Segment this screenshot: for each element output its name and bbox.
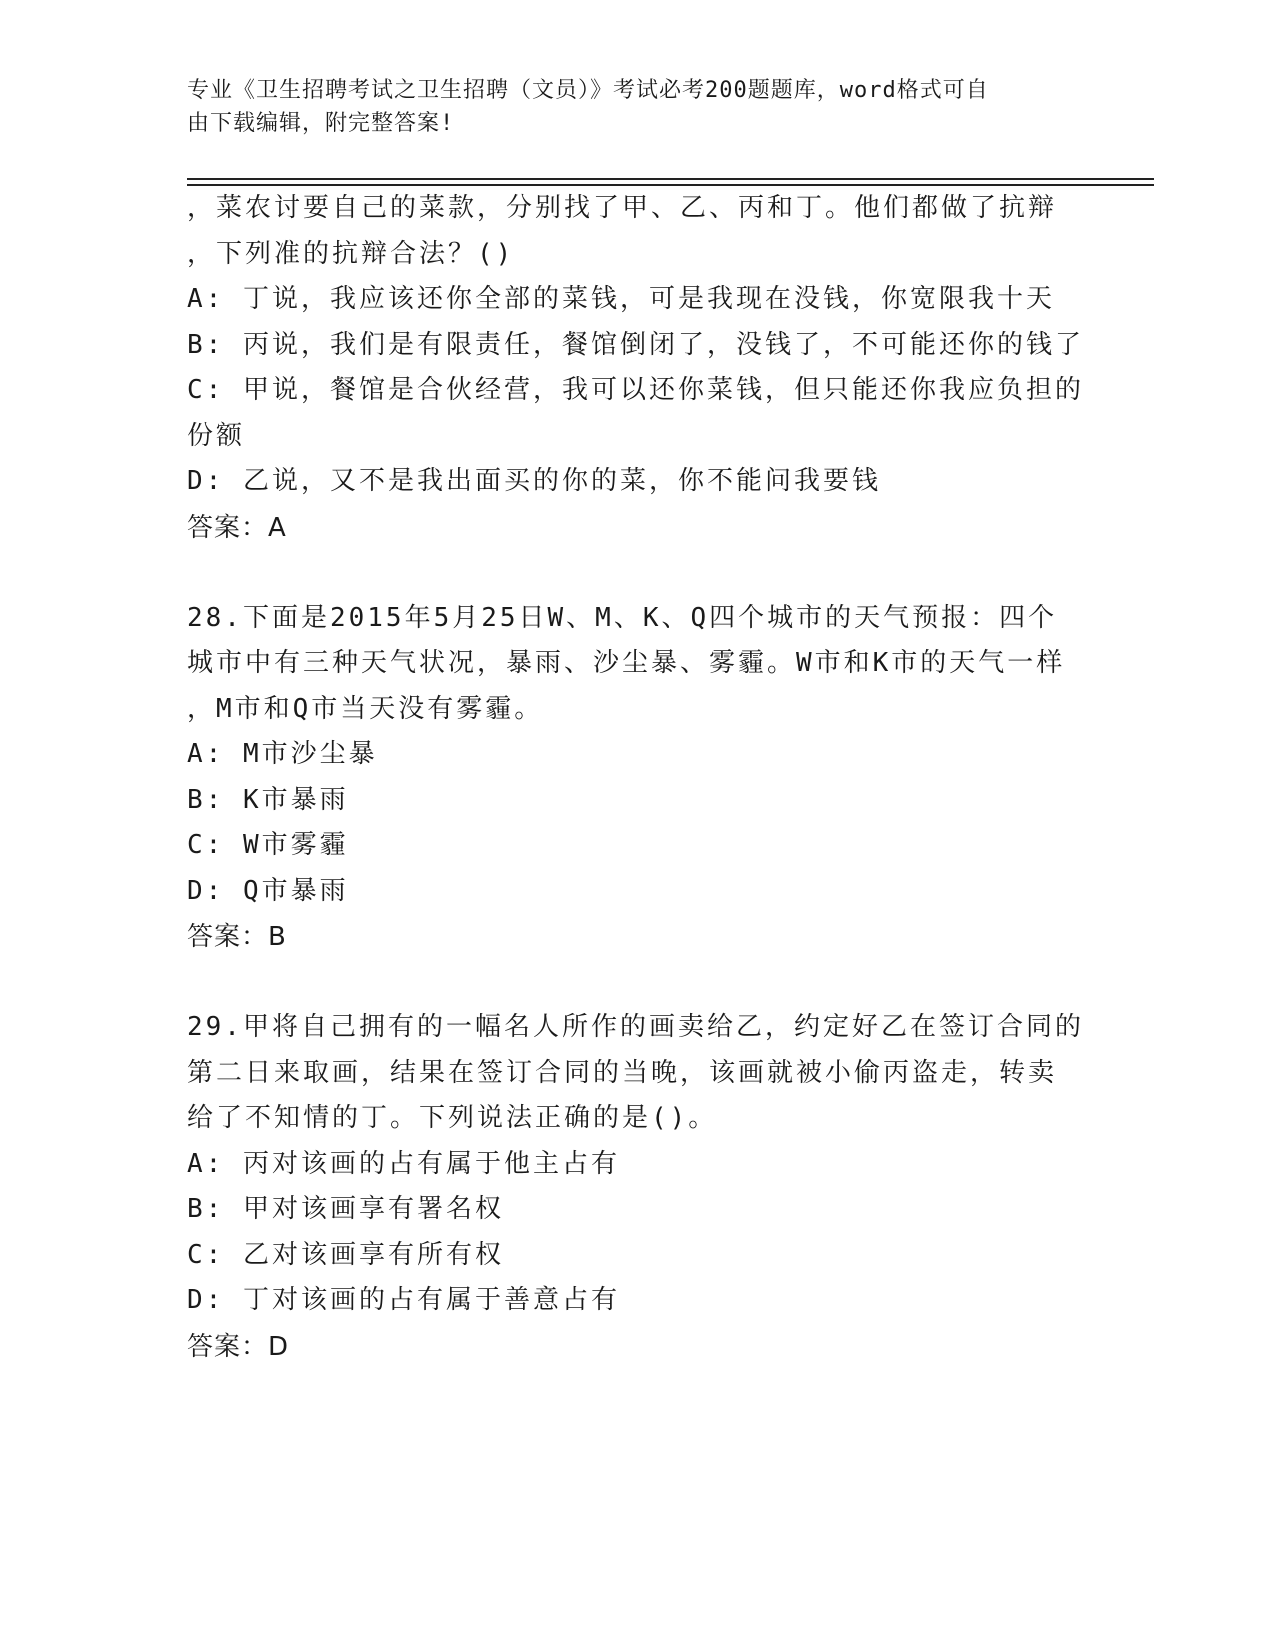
- option-a: A: M市沙尘暴: [187, 739, 378, 769]
- option-c: C: 乙对该画享有所有权: [187, 1239, 504, 1270]
- option-c-continued: 份额: [187, 420, 246, 451]
- option-a: A: 丙对该画的占有属于他主占有: [187, 1148, 620, 1179]
- question-spacer: [187, 960, 1087, 1005]
- question-stem-line: ，菜农讨要自己的菜款，分别找了甲、乙、丙和丁。他们都做了抗辩: [187, 193, 1058, 223]
- question-spacer: [187, 551, 1087, 596]
- question-stem-line: ，M市和Q市当天没有雾霾。: [187, 693, 544, 724]
- option-d: D: 乙说，又不是我出面买的你的菜，你不能问我要钱: [187, 466, 881, 496]
- header-line-1: 专业《卫生招聘考试之卫生招聘（文员）》考试必考200题题库，word格式可自: [187, 78, 989, 103]
- document-body: [187, 186, 1087, 1370]
- answer-label: 答案：B: [187, 922, 287, 952]
- answer-label: 答案：A: [187, 512, 287, 543]
- question-stem-line: 第二日来取画，结果在签订合同的当晚，该画就被小偷丙盗走，转卖: [187, 1057, 1058, 1088]
- question-28: [187, 596, 1087, 961]
- option-c: C: 甲说，餐馆是合伙经营，我可以还你菜钱，但只能还你我应负担的: [187, 375, 1084, 405]
- option-a: A: 丁说，我应该还你全部的菜钱，可是我现在没钱，你宽限我十天: [187, 284, 1055, 314]
- option-b: B: 丙说，我们是有限责任，餐馆倒闭了，没钱了，不可能还你的钱了: [187, 329, 1084, 360]
- header-line-2: 由下载编辑，附完整答案!: [187, 111, 455, 136]
- question-stem-line: 给了不知情的丁。下列说法正确的是()。: [187, 1103, 718, 1133]
- option-b: B: 甲对该画享有署名权: [187, 1194, 504, 1224]
- question-stem-line: ，下列准的抗辩合法？(): [187, 238, 515, 269]
- question-stem-line: 城市中有三种天气状况，暴雨、沙尘暴、雾霾。W市和K市的天气一样: [187, 648, 1066, 678]
- question-27: [187, 186, 1087, 551]
- question-29: [187, 1005, 1087, 1370]
- question-stem-line: 28.下面是2015年5月25日W、M、K、Q四个城市的天气预报：四个: [187, 602, 1058, 633]
- option-c: C: W市雾霾: [187, 830, 349, 860]
- document-header: [187, 74, 1087, 140]
- option-b: B: K市暴雨: [187, 784, 349, 815]
- option-d: D: 丁对该画的占有属于善意占有: [187, 1285, 620, 1315]
- header-rule-top: [187, 178, 1154, 180]
- option-d: D: Q市暴雨: [187, 875, 349, 906]
- question-stem-line: 29.甲将自己拥有的一幅名人所作的画卖给乙，约定好乙在签订合同的: [187, 1012, 1084, 1042]
- answer-label: 答案：D: [187, 1331, 290, 1362]
